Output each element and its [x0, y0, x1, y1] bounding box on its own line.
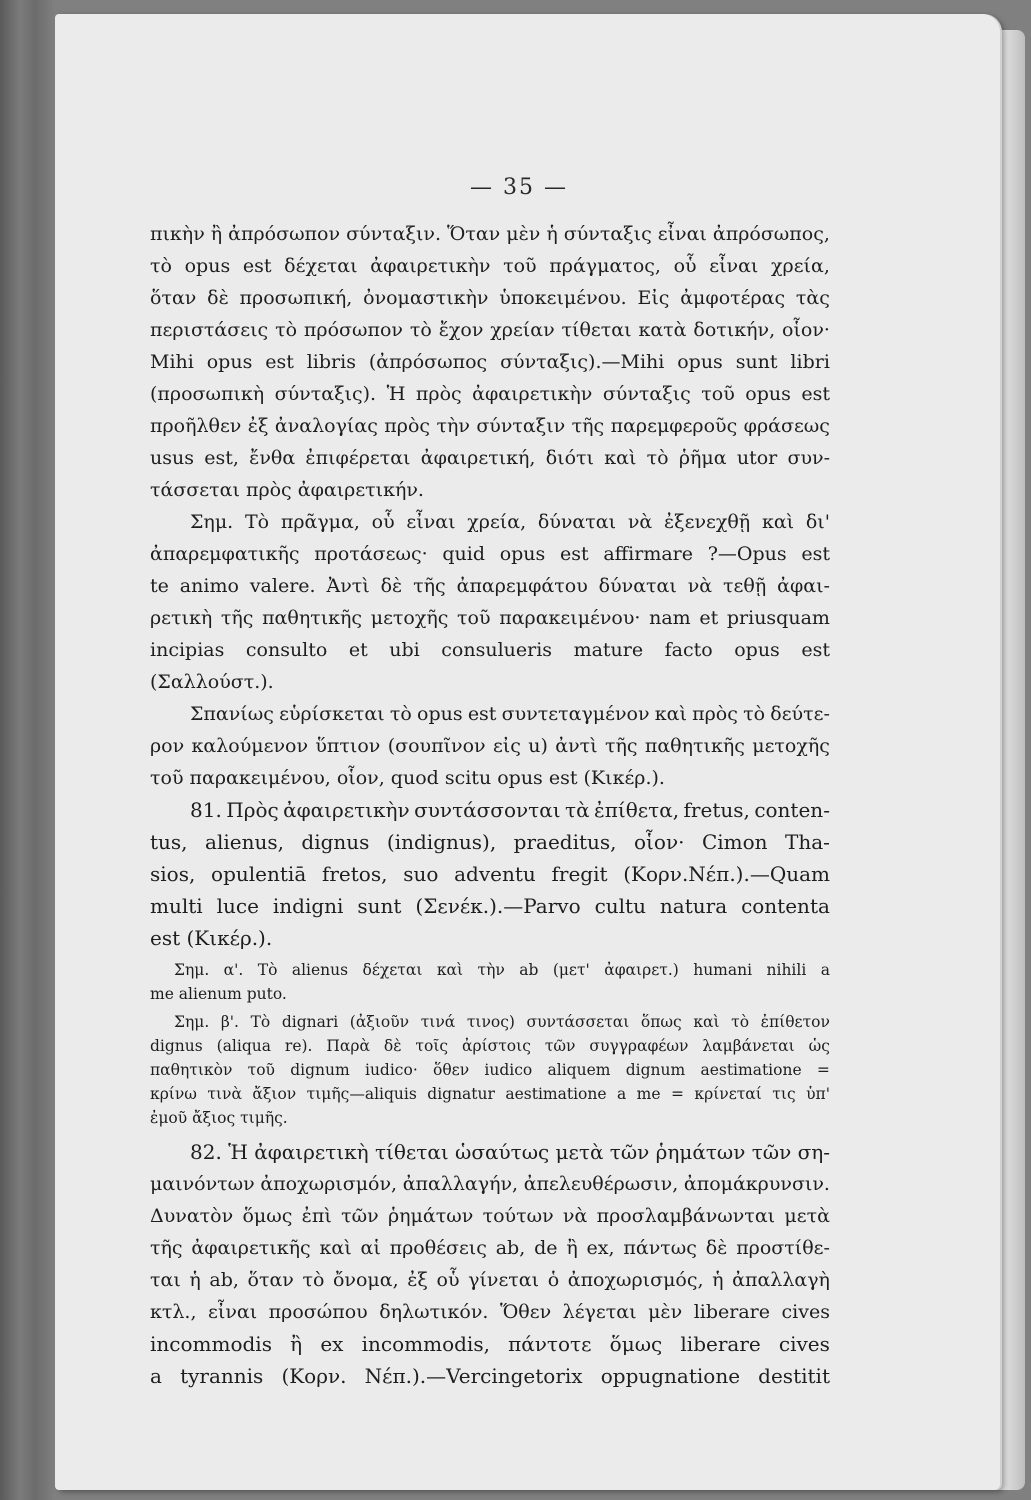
text-line: a tyrannis (Κορν. Νέπ.).—Vercingetorix oppugnatione destitit	[150, 1364, 830, 1388]
text-line: Σημ. Τὸ πρᾶγμα, οὗ εἶναι χρεία, δύναται νὰ ἐξενεχθῇ καὶ δι'	[190, 511, 830, 533]
text-line: τῆς ἀφαιρετικῆς καὶ αἱ προθέσεις ab, de ἢ ex, πάντως δὲ προστίθε-	[150, 1237, 830, 1259]
note-line: ἐμοῦ ἄξιος τιμῆς.	[150, 1109, 288, 1127]
paragraph-opus-est	[150, 218, 830, 506]
text-line: ἀπαρεμφατικῆς προτάσεως· quid opus est affirmare ?—Opus est	[150, 543, 830, 565]
text-line: περιστάσεις τὸ πρόσωπον τὸ ἔχον χρείαν τίθεται κατὰ δοτικήν, οἷον·	[150, 319, 830, 341]
note-line: Σημ. β'. Τὸ dignari (ἀξιοῦν τινά τινος) συντάσσεται ὅπως καὶ τὸ ἐπίθετον	[174, 1013, 830, 1031]
text-line: usus est, ἔνθα ἐπιφέρεται ἀφαιρετική, διότι καὶ τὸ ῥῆμα utor συν-	[150, 447, 830, 469]
text-line: 82. Ἡ ἀφαιρετικὴ τίθεται ὡσαύτως μετὰ τῶν ῥημάτων τῶν ση-	[190, 1140, 830, 1164]
page-number: — 35 —	[470, 175, 568, 200]
text-line: (προσωπικὴ σύνταξις). Ἡ πρὸς ἀφαιρετικὴν σύνταξις τοῦ opus est	[150, 383, 830, 405]
paragraph-supine	[150, 698, 830, 794]
note-line: κρίνω τινὰ ἄξιον τιμῆς—aliquis dignatur aestimatione a me = κρίνεταί τις ὑπ'	[150, 1085, 830, 1103]
text-line: (Σαλλούστ.).	[150, 671, 274, 693]
text-line: te animo valere. Ἀντὶ δὲ τῆς ἀπαρεμφάτου δύναται νὰ τεθῇ ἀφαι-	[150, 575, 830, 597]
text-line: incipias consulto et ubi consulueris mature facto opus est	[150, 639, 830, 661]
text-line: ρετικὴ τῆς παθητικῆς μετοχῆς τοῦ παρακειμένου· nam et priusquam	[150, 607, 830, 629]
text-line: τὸ opus est δέχεται ἀφαιρετικὴν τοῦ πράγματος, οὗ εἶναι χρεία,	[150, 255, 830, 277]
text-line: incommodis ἢ ex incommodis, πάντοτε ὅμως liberare cives	[150, 1332, 830, 1356]
text-line: multi luce indigni sunt (Σενέκ.).—Parvo cultu natura contenta	[150, 894, 830, 918]
text-line: ρον καλούμενον ὕπτιον (σουπῖνον εἰς u) ἀντὶ τῆς παθητικῆς μετοχῆς	[150, 735, 830, 757]
paragraph-note-infinitive	[150, 506, 830, 698]
section-81	[150, 794, 830, 954]
text-line: Δυνατὸν ὅμως ἐπὶ τῶν ῥημάτων τούτων νὰ προσλαμβάνωνται μετὰ	[150, 1205, 830, 1227]
text-line: πικὴν ἢ ἀπρόσωπον σύνταξιν. Ὅταν μὲν ἡ σύνταξις εἶναι ἀπρόσωπος,	[150, 223, 830, 245]
text-line: Σπανίως εὑρίσκεται τὸ opus est συντεταγμένον καὶ πρὸς τὸ δεύτε-	[190, 703, 830, 725]
text-line: 81. Πρὸς ἀφαιρετικὴν συντάσσονται τὰ ἐπίθετα, fretus, conten-	[190, 798, 830, 822]
footnote-beta	[150, 1010, 830, 1130]
note-line: me alienum puto.	[150, 985, 287, 1003]
text-line: tus, alienus, dignus (indignus), praeditus, οἷον· Cimon Tha-	[150, 830, 830, 854]
text-line: τάσσεται πρὸς ἀφαιρετικήν.	[150, 479, 424, 501]
note-line: παθητικὸν τοῦ dignum iudico· ὅθεν iudico aliquem dignum aestimatione =	[150, 1061, 830, 1079]
text-line: ὅταν δὲ προσωπική, ὀνομαστικὴν ὑποκειμένου. Εἰς ἀμφοτέρας τὰς	[150, 287, 830, 309]
text-line: ται ἡ ab, ὅταν τὸ ὄνομα, ἐξ οὗ γίνεται ὁ ἀποχωρισμός, ἡ ἀπαλλαγὴ	[150, 1269, 830, 1291]
footnote-alpha	[150, 958, 830, 1006]
text-block	[150, 218, 830, 1392]
text-line: τοῦ παρακειμένου, οἷον, quod scitu opus est (Κικέρ.).	[150, 767, 665, 789]
text-line: προῆλθεν ἐξ ἀναλογίας πρὸς τὴν σύνταξιν τῆς παρεμφεροῦς φράσεως	[150, 415, 830, 437]
text-line: est (Κικέρ.).	[150, 926, 273, 950]
text-line: μαινόντων ἀποχωρισμόν, ἀπαλλαγήν, ἀπελευθέρωσιν, ἀπομάκρυνσιν.	[150, 1173, 830, 1195]
text-line: sios, opulentiā fretos, suo adventu fregit (Κορν.Νέπ.).—Quam	[150, 862, 830, 886]
note-line: dignus (aliqua re). Παρὰ δὲ τοῖς ἀρίστοις τῶν συγγραφέων λαμβάνεται ὡς	[150, 1037, 830, 1055]
text-line: Mihi opus est libris (ἀπρόσωπος σύνταξις).—Mihi opus sunt libri	[150, 351, 830, 373]
text-line: κτλ., εἶναι προσώπου δηλωτικόν. Ὅθεν λέγεται μὲν liberare cives	[150, 1301, 830, 1323]
section-82	[150, 1136, 830, 1392]
note-line: Σημ. α'. Τὸ alienus δέχεται καὶ τὴν ab (μετ' ἀφαιρετ.) humani nihili a	[174, 961, 830, 979]
